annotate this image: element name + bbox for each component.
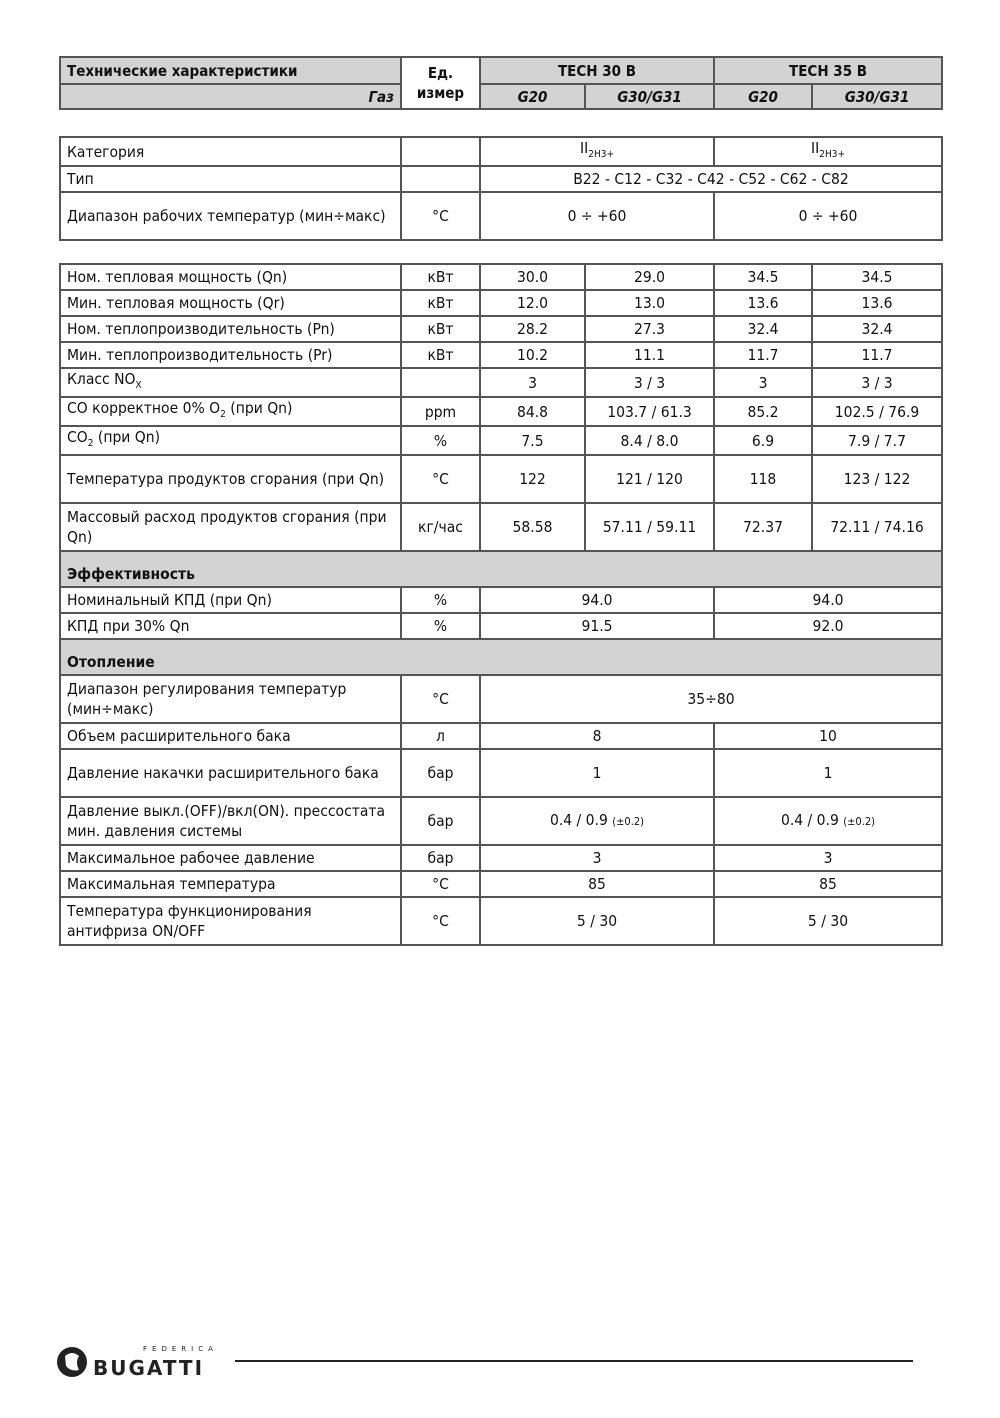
row-label: CO корректное 0% $O_2$ (при Qn) bbox=[60, 397, 401, 426]
row-value: 8.4 / 8.0 bbox=[585, 426, 714, 455]
row-value: 34.5 bbox=[714, 264, 812, 290]
model1-header: TECH 30 B bbox=[480, 57, 714, 84]
row-value: 8 bbox=[480, 723, 714, 749]
table-row bbox=[60, 290, 942, 316]
row-value: 57.11 / 59.11 bbox=[585, 503, 714, 551]
row-value: 85 bbox=[714, 871, 942, 897]
row-label: Ном. теплопроизводительность (Pn) bbox=[60, 316, 401, 342]
row-value: 3 / 3 bbox=[812, 368, 942, 397]
row-value: 7.5 bbox=[480, 426, 585, 455]
efficiency-section-title: Эффективность bbox=[60, 551, 942, 587]
row-unit: кВт bbox=[401, 264, 480, 290]
row-value: 6.9 bbox=[714, 426, 812, 455]
row-unit: кВт bbox=[401, 290, 480, 316]
row-value: 13.6 bbox=[714, 290, 812, 316]
row-unit: °C bbox=[401, 897, 480, 945]
row-value: 3 / 3 bbox=[585, 368, 714, 397]
type-label: Тип bbox=[60, 166, 401, 192]
row-unit bbox=[401, 368, 480, 397]
row-value: 5 / 30 bbox=[480, 897, 714, 945]
spec-header-table bbox=[59, 56, 943, 110]
row-label: Давление накачки расширительного бака bbox=[60, 749, 401, 797]
row-value: 30.0 bbox=[480, 264, 585, 290]
op-temp-label: Диапазон рабочих температур (мин÷макс) bbox=[60, 192, 401, 240]
row-label: $CO_2$ (при Qn) bbox=[60, 426, 401, 455]
table-title: Технические характеристики bbox=[60, 57, 401, 84]
row-label: Мин. тепловая мощность (Qr) bbox=[60, 290, 401, 316]
unit-header: Ед. измер bbox=[401, 57, 480, 109]
row-unit: кг/час bbox=[401, 503, 480, 551]
gas-g30-1: G30/G31 bbox=[585, 84, 714, 109]
category-unit bbox=[401, 137, 480, 166]
row-value: 7.9 / 7.7 bbox=[812, 426, 942, 455]
table-row bbox=[60, 723, 942, 749]
table-row bbox=[60, 426, 942, 455]
row-value: 123 / 122 bbox=[812, 455, 942, 503]
row-value: 94.0 bbox=[480, 587, 714, 613]
bugatti-logo bbox=[55, 1342, 235, 1382]
table-row bbox=[60, 397, 942, 426]
row-value: 32.4 bbox=[812, 316, 942, 342]
row-value: 72.11 / 74.16 bbox=[812, 503, 942, 551]
table-row bbox=[60, 368, 942, 397]
row-value: 118 bbox=[714, 455, 812, 503]
row-value: 84.8 bbox=[480, 397, 585, 426]
heating-section-title: Отопление bbox=[60, 639, 942, 675]
table-row bbox=[60, 587, 942, 613]
footer-divider bbox=[235, 1360, 913, 1362]
row-unit: л bbox=[401, 723, 480, 749]
row-label: Температура функционирования антифриза ON/OFF bbox=[60, 897, 401, 945]
row-value: 85 bbox=[480, 871, 714, 897]
op-temp-value-1: 0 ÷ +60 bbox=[480, 192, 714, 240]
row-value: 0.4 / 0.9 (±0.2) bbox=[480, 797, 714, 845]
row-value: 122 bbox=[480, 455, 585, 503]
heat-range-label: Диапазон регулирования температур (мин÷макс) bbox=[60, 675, 401, 723]
row-value: 103.7 / 61.3 bbox=[585, 397, 714, 426]
category-value-2: $II_{2H3+}$ bbox=[714, 137, 942, 166]
type-value: B22 - C12 - C32 - C42 - C52 - C62 - C82 bbox=[480, 166, 942, 192]
table-row bbox=[60, 871, 942, 897]
category-value-1: $II_{2H3+}$ bbox=[480, 137, 714, 166]
row-label: КПД при 30% Qn bbox=[60, 613, 401, 639]
row-value: 1 bbox=[480, 749, 714, 797]
row-value: 72.37 bbox=[714, 503, 812, 551]
row-unit: кВт bbox=[401, 316, 480, 342]
table-row bbox=[60, 797, 942, 845]
main-spec-table bbox=[59, 263, 943, 946]
heat-range-value: 35÷80 bbox=[480, 675, 942, 723]
tolerance: (±0.2) bbox=[612, 815, 645, 829]
row-label: Номинальный КПД (при Qn) bbox=[60, 587, 401, 613]
row-unit: бар bbox=[401, 845, 480, 871]
category-label: Категория bbox=[60, 137, 401, 166]
gas-label: Газ bbox=[60, 84, 401, 109]
table-row bbox=[60, 264, 942, 290]
row-value: 27.3 bbox=[585, 316, 714, 342]
row-value: 94.0 bbox=[714, 587, 942, 613]
row-value: 5 / 30 bbox=[714, 897, 942, 945]
row-value: 28.2 bbox=[480, 316, 585, 342]
row-unit: °C bbox=[401, 871, 480, 897]
row-value: 1 bbox=[714, 749, 942, 797]
model2-header: TECH 35 B bbox=[714, 57, 942, 84]
row-label: Максимальное рабочее давление bbox=[60, 845, 401, 871]
row-unit: ppm bbox=[401, 397, 480, 426]
row-label: Мин. теплопроизводительность (Pr) bbox=[60, 342, 401, 368]
row-value: 121 / 120 bbox=[585, 455, 714, 503]
table-row bbox=[60, 342, 942, 368]
type-unit bbox=[401, 166, 480, 192]
row-unit: % bbox=[401, 587, 480, 613]
row-label: Максимальная температура bbox=[60, 871, 401, 897]
row-value: 13.6 bbox=[812, 290, 942, 316]
heat-range-unit: °C bbox=[401, 675, 480, 723]
row-value: 32.4 bbox=[714, 316, 812, 342]
op-temp-unit: °C bbox=[401, 192, 480, 240]
row-value: 12.0 bbox=[480, 290, 585, 316]
row-value: 3 bbox=[714, 368, 812, 397]
row-value: 11.1 bbox=[585, 342, 714, 368]
tolerance: (±0.2) bbox=[843, 815, 876, 829]
row-label: Давление выкл.(OFF)/вкл(ON). прессостата мин. давления системы bbox=[60, 797, 401, 845]
table-row bbox=[60, 316, 942, 342]
gas-g20-1: G20 bbox=[480, 84, 585, 109]
row-value: 85.2 bbox=[714, 397, 812, 426]
row-value: 3 bbox=[480, 845, 714, 871]
row-unit: кВт bbox=[401, 342, 480, 368]
row-value: 102.5 / 76.9 bbox=[812, 397, 942, 426]
row-value: 11.7 bbox=[714, 342, 812, 368]
row-value: 10.2 bbox=[480, 342, 585, 368]
gas-g20-2: G20 bbox=[714, 84, 812, 109]
table-row bbox=[60, 613, 942, 639]
row-value: 11.7 bbox=[812, 342, 942, 368]
general-table bbox=[59, 136, 943, 241]
row-unit: бар bbox=[401, 749, 480, 797]
row-unit: бар bbox=[401, 797, 480, 845]
row-label: Температура продуктов сгорания (при Qn) bbox=[60, 455, 401, 503]
row-value: 10 bbox=[714, 723, 942, 749]
table-row bbox=[60, 845, 942, 871]
row-value: 3 bbox=[480, 368, 585, 397]
row-unit: % bbox=[401, 426, 480, 455]
row-label: Ном. тепловая мощность (Qn) bbox=[60, 264, 401, 290]
table-row bbox=[60, 897, 942, 945]
row-value: 34.5 bbox=[812, 264, 942, 290]
row-value: 0.4 / 0.9 (±0.2) bbox=[714, 797, 942, 845]
row-value: 58.58 bbox=[480, 503, 585, 551]
row-label: Объем расширительного бака bbox=[60, 723, 401, 749]
row-value: 13.0 bbox=[585, 290, 714, 316]
row-label: Массовый расход продуктов сгорания (при Qn) bbox=[60, 503, 401, 551]
gas-g30-2: G30/G31 bbox=[812, 84, 942, 109]
row-label: Класс $NO_X$ bbox=[60, 368, 401, 397]
row-unit: % bbox=[401, 613, 480, 639]
brand-small-text: FEDERICA bbox=[143, 1345, 218, 1353]
row-value: 91.5 bbox=[480, 613, 714, 639]
row-value: 29.0 bbox=[585, 264, 714, 290]
op-temp-value-2: 0 ÷ +60 bbox=[714, 192, 942, 240]
row-value: 92.0 bbox=[714, 613, 942, 639]
table-row bbox=[60, 749, 942, 797]
table-row bbox=[60, 503, 942, 551]
brand-text: BUGATTI bbox=[93, 1356, 205, 1380]
row-unit: °C bbox=[401, 455, 480, 503]
row-value: 3 bbox=[714, 845, 942, 871]
table-row bbox=[60, 455, 942, 503]
